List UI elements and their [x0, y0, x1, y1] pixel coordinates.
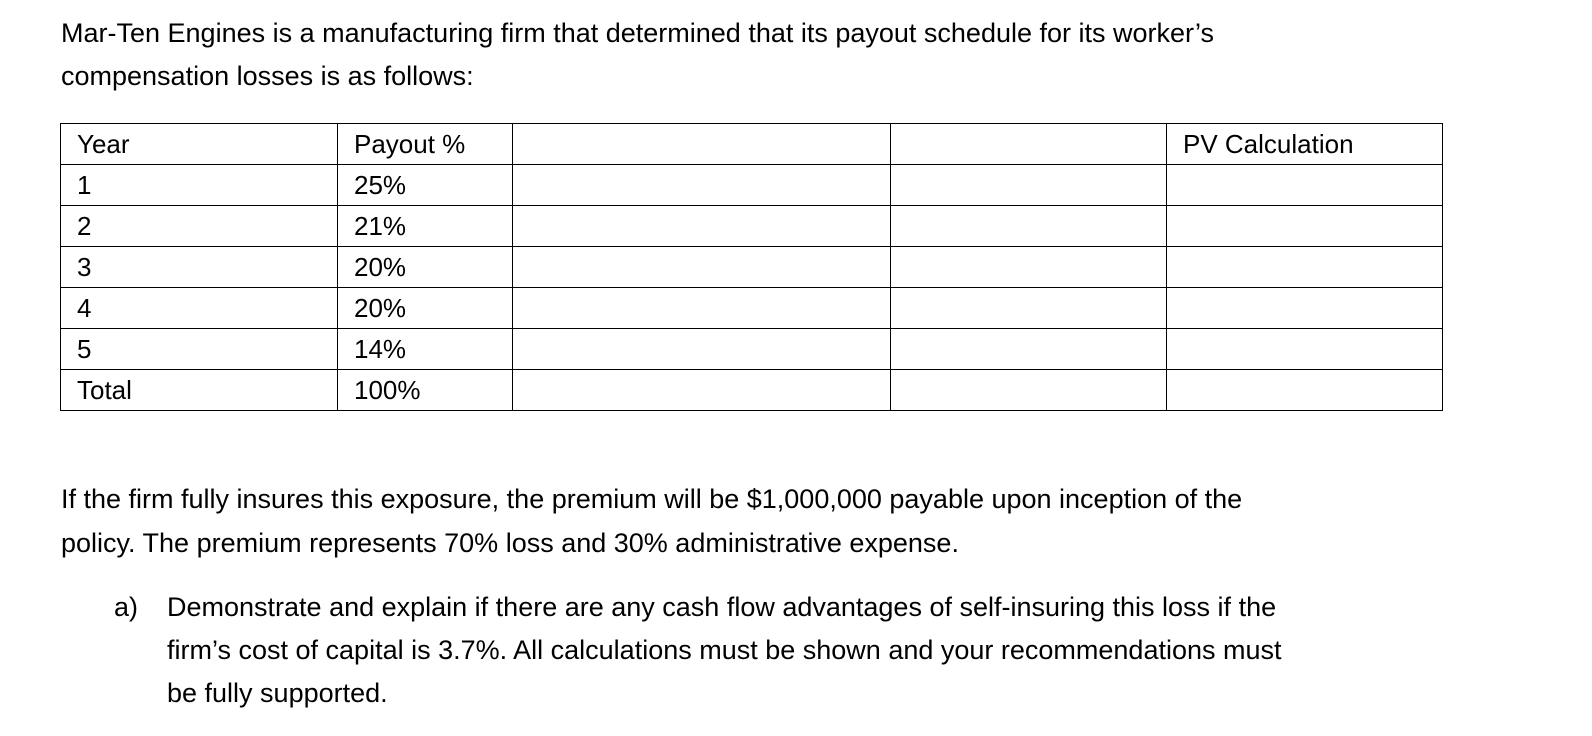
cell-blank	[513, 247, 891, 288]
cell-blank	[891, 329, 1167, 370]
cell-pv	[1167, 288, 1443, 329]
table-row	[61, 206, 1443, 247]
cell-blank	[891, 370, 1167, 411]
table-total-row	[61, 370, 1443, 411]
cell-year: 4	[61, 288, 338, 329]
cell-blank	[513, 165, 891, 206]
cell-year: 1	[61, 165, 338, 206]
intro-paragraph	[61, 12, 1501, 98]
cell-blank	[513, 206, 891, 247]
cell-payout: 14%	[338, 329, 513, 370]
header-pv-calculation: PV Calculation	[1167, 124, 1443, 165]
header-payout-percent: Payout %	[338, 124, 513, 165]
cell-total-label: Total	[61, 370, 338, 411]
cell-blank	[891, 206, 1167, 247]
table-row	[61, 247, 1443, 288]
cell-payout: 20%	[338, 288, 513, 329]
question-line-1: Demonstrate and explain if there are any cash flow advantages of self-insuring this loss if the	[167, 592, 1277, 622]
cell-year: 2	[61, 206, 338, 247]
intro-line-1: Mar-Ten Engines is a manufacturing firm that determined that its payout schedule for its worker’s	[61, 18, 1215, 48]
cell-payout: 20%	[338, 247, 513, 288]
header-blank-2	[891, 124, 1167, 165]
question-body	[167, 586, 1507, 715]
premium-paragraph	[61, 477, 1501, 565]
cell-year: 3	[61, 247, 338, 288]
cell-pv	[1167, 370, 1443, 411]
table-header-row	[61, 124, 1443, 165]
table-row	[61, 165, 1443, 206]
intro-line-2: compensation losses is as follows:	[61, 61, 474, 91]
cell-year: 5	[61, 329, 338, 370]
question-line-3: be fully supported.	[167, 678, 388, 708]
cell-blank	[513, 370, 891, 411]
cell-blank	[513, 288, 891, 329]
cell-total-payout: 100%	[338, 370, 513, 411]
cell-pv	[1167, 165, 1443, 206]
header-blank-1	[513, 124, 891, 165]
cell-blank	[891, 288, 1167, 329]
premium-line-1: If the firm fully insures this exposure, the premium will be $1,000,000 payable upon inception of the	[61, 484, 1243, 514]
cell-payout: 21%	[338, 206, 513, 247]
cell-blank	[513, 329, 891, 370]
premium-line-2: policy. The premium represents 70% loss and 30% administrative expense.	[61, 528, 959, 558]
question-line-2: firm’s cost of capital is 3.7%. All calculations must be shown and your recommendations must	[167, 635, 1282, 665]
cell-blank	[891, 165, 1167, 206]
header-year: Year	[61, 124, 338, 165]
table-row	[61, 329, 1443, 370]
cell-pv	[1167, 247, 1443, 288]
cell-pv	[1167, 329, 1443, 370]
payout-schedule-table	[60, 123, 1443, 411]
table-row	[61, 288, 1443, 329]
cell-pv	[1167, 206, 1443, 247]
question-label: a)	[114, 592, 139, 622]
cell-payout: 25%	[338, 165, 513, 206]
cell-blank	[891, 247, 1167, 288]
